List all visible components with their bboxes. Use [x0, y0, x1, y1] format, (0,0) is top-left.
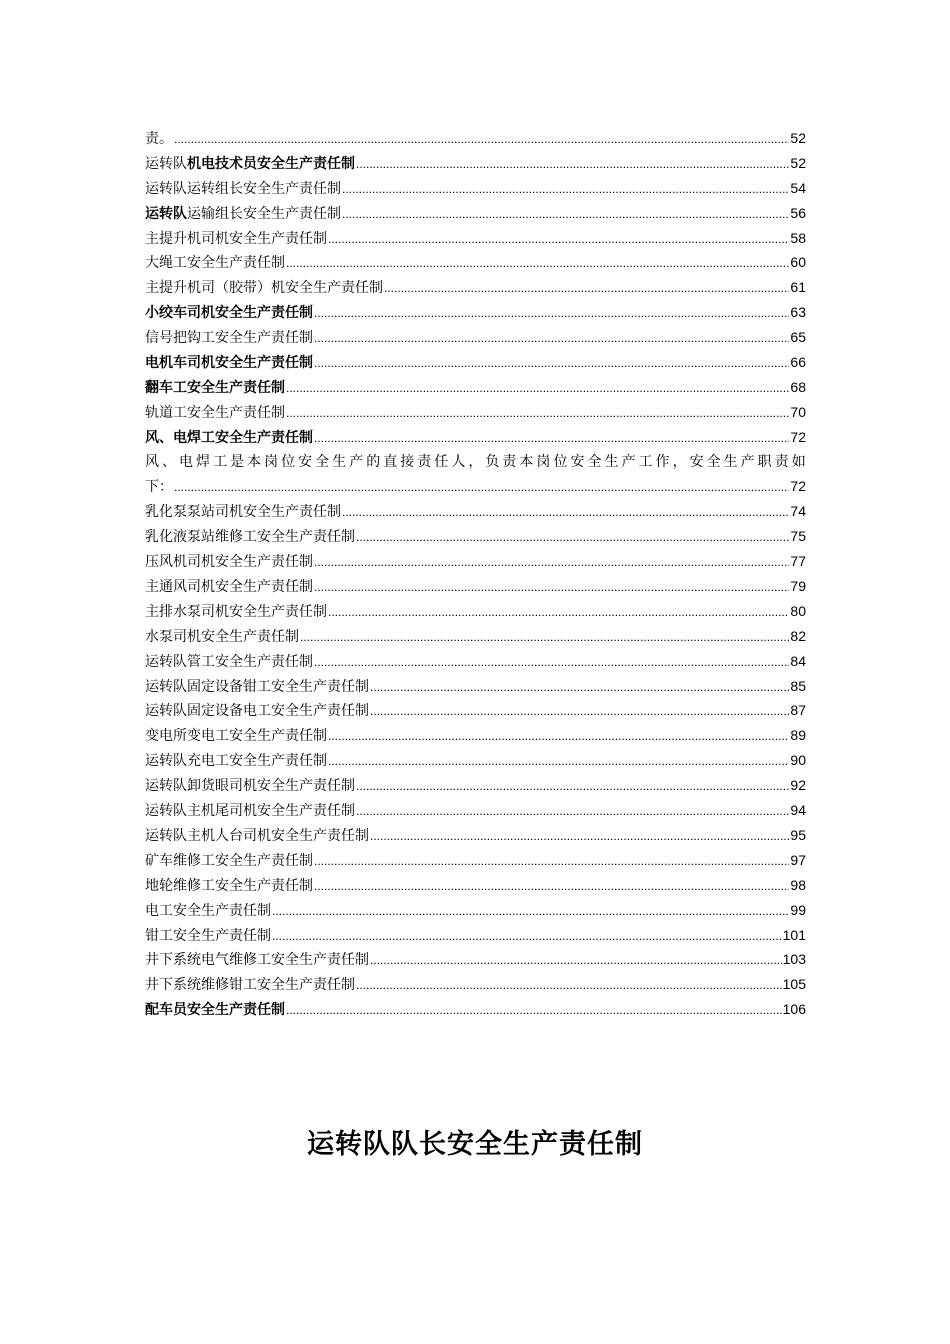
toc-page-number: 58: [790, 229, 806, 246]
toc-leader: [342, 201, 789, 227]
toc-entry-label: 配车员安全生产责任制: [145, 1001, 285, 1018]
toc-entry[interactable]: [145, 574, 806, 599]
toc-entry[interactable]: [145, 947, 806, 972]
toc-entry-label: 小绞车司机安全生产责任制: [145, 304, 313, 321]
toc-entry[interactable]: [145, 873, 806, 898]
toc-leader: [356, 798, 789, 824]
toc-leader: [286, 400, 789, 426]
toc-leader: [314, 848, 789, 874]
toc-leader: [314, 325, 789, 351]
toc-page-number: 72: [790, 428, 806, 445]
toc-entry-label: 运转队主机人台司机安全生产责任制: [145, 826, 369, 843]
toc-leader: [286, 250, 789, 276]
toc-page-number: 65: [790, 329, 806, 346]
toc-page-number: 82: [790, 627, 806, 644]
toc-entry-label: 电机车司机安全生产责任制: [145, 354, 313, 371]
toc-leader: [328, 599, 789, 625]
toc-entry[interactable]: [145, 524, 806, 549]
toc-leader: [356, 972, 782, 998]
toc-leader: [286, 375, 789, 401]
toc-entry-label: 风、电焊工安全生产责任制: [145, 428, 313, 445]
toc-entry[interactable]: [145, 499, 806, 524]
toc-entry-label: 电工安全生产责任制: [145, 901, 271, 918]
toc-leader: [356, 151, 789, 177]
toc-leader: [286, 997, 782, 1023]
toc-entry-label: 运转队固定设备电工安全生产责任制: [145, 702, 369, 719]
toc-entry-label: 运转队固定设备钳工安全生产责任制: [145, 677, 369, 694]
toc-leader: [314, 549, 789, 575]
toc-entry-label: 变电所变电工安全生产责任制: [145, 727, 327, 744]
toc-page-number: 87: [790, 702, 806, 719]
toc-entry[interactable]: [145, 275, 806, 300]
toc-page-number: 92: [790, 777, 806, 794]
toc-page-number: 61: [790, 279, 806, 296]
toc-page-number: 77: [790, 553, 806, 570]
toc-leader: [370, 947, 782, 973]
toc-entry-label: 主排水泵司机安全生产责任制: [145, 602, 327, 619]
toc-leader: [314, 350, 789, 376]
toc-leader: [384, 275, 789, 301]
toc-entry-label: 运转队管工安全生产责任制: [145, 652, 313, 669]
toc-entry[interactable]: [145, 823, 806, 848]
toc-entry-label: 钳工安全生产责任制: [145, 926, 271, 943]
toc-page-number: 94: [790, 802, 806, 819]
toc-entry[interactable]: [145, 748, 806, 773]
toc-entry-label: 运转队卸货眼司机安全生产责任制: [145, 777, 355, 794]
toc-leader: [272, 923, 782, 949]
toc-entry-label: 井下系统电气维修工安全生产责任制: [145, 951, 369, 968]
toc-leader: [370, 698, 789, 724]
toc-entry[interactable]: [145, 151, 806, 176]
toc-leader: [342, 499, 789, 525]
toc-entry-label: 乳化泵泵站司机安全生产责任制: [145, 503, 341, 520]
toc-entry[interactable]: [145, 698, 806, 723]
toc-page-number: 52: [790, 154, 806, 171]
toc-entry-label: 下：: [145, 479, 173, 496]
toc-entry[interactable]: [145, 176, 806, 201]
toc-entry-label: 责。: [145, 131, 173, 147]
toc-page-number: 106: [782, 1001, 806, 1018]
toc-leader: [328, 723, 789, 749]
toc-entry-label: 信号把钩工安全生产责任制: [145, 329, 313, 346]
toc-leader: [328, 226, 789, 252]
toc-page-number: 98: [790, 876, 806, 893]
toc-entry[interactable]: [145, 723, 806, 748]
toc-entry[interactable]: [145, 674, 806, 699]
toc-leader: [328, 748, 789, 774]
toc-entry-label: 主通风司机安全生产责任制: [145, 578, 313, 595]
toc-page-number: 101: [782, 926, 806, 943]
toc-page-number: 56: [790, 204, 806, 221]
toc-page-number: 79: [790, 578, 806, 595]
toc-entry[interactable]: [145, 848, 806, 873]
toc-leader: [356, 524, 789, 550]
toc-page-number: 95: [790, 826, 806, 843]
toc-leader: [342, 176, 789, 202]
toc-page-number: 97: [790, 851, 806, 868]
toc-page-number: 68: [790, 378, 806, 395]
table-of-contents: [145, 126, 806, 1022]
toc-entry[interactable]: [145, 325, 806, 350]
toc-entry-label: 水泵司机安全生产责任制: [145, 627, 299, 644]
toc-page-number: 75: [790, 528, 806, 545]
toc-page-number: 63: [790, 304, 806, 321]
toc-entry[interactable]: [145, 773, 806, 798]
toc-entry-label: 运转队充电工安全生产责任制: [145, 752, 327, 769]
toc-entry-label: 运转队运输组长安全生产责任制: [145, 204, 341, 221]
toc-entry-label: 矿车维修工安全生产责任制: [145, 851, 313, 868]
toc-entry[interactable]: [145, 350, 806, 375]
toc-page-number: 66: [790, 354, 806, 371]
toc-leader: [314, 425, 789, 451]
toc-entry[interactable]: [145, 400, 806, 425]
toc-leader: [370, 674, 789, 700]
toc-leader: [174, 126, 789, 152]
toc-entry-label: 乳化液泵站维修工安全生产责任制: [145, 528, 355, 545]
toc-entry[interactable]: [145, 649, 806, 674]
toc-entry[interactable]: [145, 250, 806, 275]
toc-entry[interactable]: [145, 923, 806, 948]
toc-page-number: 103: [782, 951, 806, 968]
toc-leader: [314, 873, 789, 899]
toc-entry-label: 井下系统维修钳工安全生产责任制: [145, 976, 355, 993]
toc-entry[interactable]: [145, 599, 806, 624]
section-heading: 运转队队长安全生产责任制: [307, 1129, 643, 1159]
toc-entry-label: 运转队运转组长安全生产责任制: [145, 179, 341, 196]
toc-leader: [314, 300, 789, 326]
toc-entry[interactable]: [145, 474, 806, 499]
toc-page-number: 74: [790, 503, 806, 520]
toc-page-number: 80: [790, 602, 806, 619]
toc-page-number: 60: [790, 254, 806, 271]
toc-page-number: 105: [782, 976, 806, 993]
toc-leader: [314, 574, 789, 600]
toc-entry[interactable]: [145, 972, 806, 997]
toc-entry[interactable]: [145, 300, 806, 325]
toc-entry[interactable]: [145, 624, 806, 649]
toc-leader: [314, 649, 789, 675]
toc-page-number: 89: [790, 727, 806, 744]
toc-page-number: 52: [790, 130, 806, 146]
toc-entry[interactable]: [145, 226, 806, 251]
toc-entry[interactable]: [145, 126, 806, 151]
toc-entry-label: 主提升机司（胶带）机安全生产责任制: [145, 279, 383, 296]
toc-entry-label: 压风机司机安全生产责任制: [145, 553, 313, 570]
toc-entry[interactable]: [145, 997, 806, 1022]
toc-entry-label: 主提升机司机安全生产责任制: [145, 229, 327, 246]
toc-entry[interactable]: [145, 898, 806, 923]
toc-page-number: 84: [790, 652, 806, 669]
toc-entry-label: 运转队机电技术员安全生产责任制: [145, 154, 355, 171]
toc-entry[interactable]: [145, 549, 806, 574]
toc-entry[interactable]: [145, 375, 806, 400]
toc-leader: [300, 624, 789, 650]
toc-leader: [174, 474, 789, 500]
toc-page-number: 90: [790, 752, 806, 769]
toc-entry-label: 翻车工安全生产责任制: [145, 378, 285, 395]
toc-entry-label: 大绳工安全生产责任制: [145, 254, 285, 271]
toc-entry[interactable]: [145, 425, 806, 450]
toc-page-number: 99: [790, 901, 806, 918]
toc-leader: [272, 898, 789, 924]
toc-page-number: 54: [790, 179, 806, 196]
toc-page-number: 70: [790, 403, 806, 420]
toc-entry[interactable]: [145, 798, 806, 823]
toc-page-number: 72: [790, 478, 806, 495]
toc-entry-wrapped-line[interactable]: 风、电焊工是本岗位安全生产的直接责任人，负责本岗位安全生产工作，安全生产职责如: [145, 453, 806, 470]
toc-leader: [356, 773, 789, 799]
toc-entry-label: 运转队主机尾司机安全生产责任制: [145, 802, 355, 819]
toc-entry-label: 轨道工安全生产责任制: [145, 403, 285, 420]
toc-leader: [370, 823, 789, 849]
toc-page-number: 85: [790, 677, 806, 694]
toc-entry-label: 地轮维修工安全生产责任制: [145, 876, 313, 893]
toc-entry[interactable]: [145, 201, 806, 226]
